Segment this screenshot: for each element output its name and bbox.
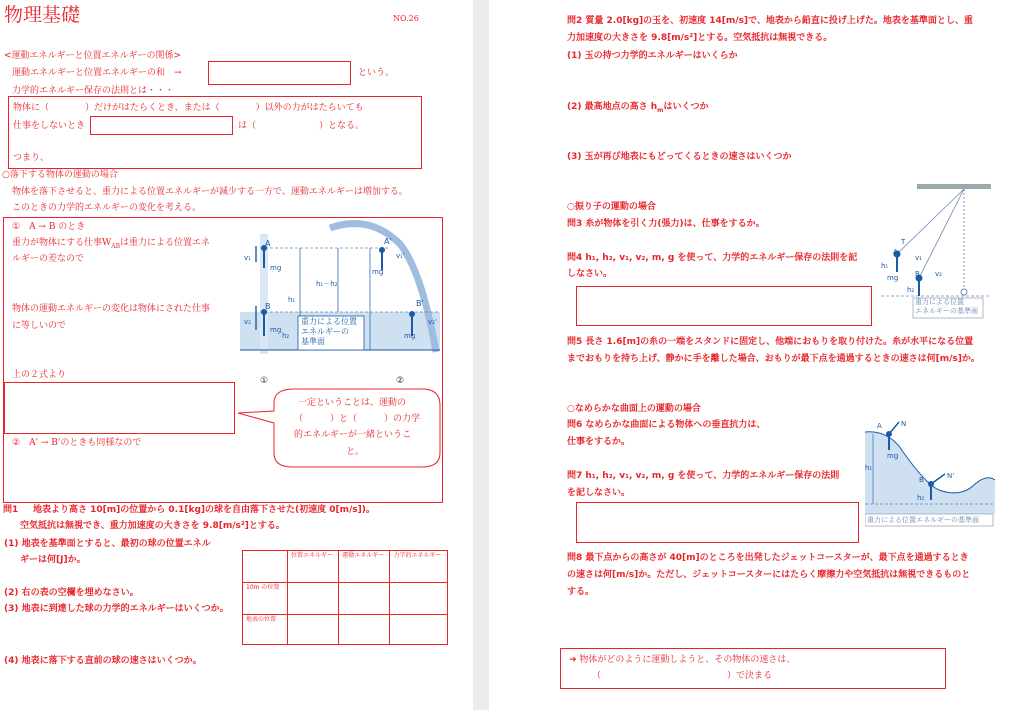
fig-ref3: 基準面 <box>301 337 325 346</box>
q6-line1: 問6 なめらかな曲面による物体への垂直抗力は、 <box>567 420 766 430</box>
fig-label-mg2: mg <box>270 326 282 334</box>
q4-line1: 問4 h₁, h₂, v₁, v₂, m, g を使って、力学的エネルギー保存の法則を記 <box>567 253 858 263</box>
q5-line1: 問5 長さ 1.6[m]の糸の一端をスタンドに固定し、他端におもりを取り付けた。糸が水平になる位置 <box>567 337 974 347</box>
pend-label-v1: v₁ <box>915 254 922 262</box>
ab2-label: ② A' → B'のときも同様なので <box>12 438 142 448</box>
pend-label-a: A <box>893 248 898 256</box>
q6-line2: 仕事をするか。 <box>567 437 631 447</box>
q8-line1: 問8 最下点からの高さが 40[m]のところを出発したジェットコースターが、最下点を通過するとき <box>567 553 969 563</box>
q1-3: (3) 地表に到達した球の力学的エネルギーはいくつか。 <box>4 604 229 614</box>
fig-label-v2p: v₂' <box>428 318 437 326</box>
table-cell[interactable] <box>288 615 339 645</box>
pend-label-h2: h₂ <box>907 286 915 294</box>
summary-line2: （ ）で決まる <box>592 671 773 681</box>
table-corner <box>243 551 288 583</box>
page-number: NO.26 <box>393 14 419 23</box>
q7-line2: を記しなさい。 <box>567 488 631 498</box>
law-line2-prefix: 仕事をしないとき <box>13 121 86 131</box>
ke-text2: に等しいので <box>12 321 67 331</box>
fig-ref1: 重力による位置 <box>301 317 357 326</box>
section-heading: <運動エネルギーと位置エネルギーの関係> <box>4 51 182 61</box>
sum-label: 運動エネルギーと位置エネルギーの和 → <box>12 68 182 78</box>
fig-ref2: エネルギーの <box>301 327 349 336</box>
fig-label-mg1: mg <box>270 264 282 272</box>
fig-label-mg4: mg <box>404 332 416 340</box>
curve-heading: ○なめらかな曲面上の運動の場合 <box>567 404 701 414</box>
fig-label-h2: h₂ <box>282 332 290 340</box>
curve-label-b: B <box>919 476 924 484</box>
fig-label-b2: B' <box>416 299 424 308</box>
table-head-kinetic: 運動エネルギー <box>339 551 390 583</box>
table-cell[interactable] <box>390 615 448 645</box>
table-cell[interactable] <box>390 583 448 615</box>
curve-label-n2: N' <box>947 472 955 480</box>
q5-line2: までおもりを持ち上げ、静かに手を離した場合、おもりが最下点を通過するときの速さは何[m/s]か。 <box>567 354 980 364</box>
fig-label-v2: v₂ <box>244 318 251 326</box>
curved-surface-figure <box>865 414 995 530</box>
curve-label-h1: h₁ <box>865 464 873 472</box>
ke-text1: 物体の運動エネルギーの変化は物体にされた仕事 <box>12 304 211 314</box>
page-title: 物理基礎 <box>4 4 81 26</box>
bubble-line1: 一定ということは、運動の <box>298 398 407 408</box>
answer-box-q4[interactable] <box>576 286 872 326</box>
q1-1a: (1) 地表を基準面とすると、最初の球の位置エネル <box>4 539 211 549</box>
q1-label: 問1 <box>3 505 19 515</box>
table-head-mechanical: 力学的エネルギー <box>390 551 448 583</box>
table-cell[interactable] <box>288 583 339 615</box>
law-line4: つまり、 <box>13 153 50 163</box>
fig-label-h1: h₁ <box>288 296 296 304</box>
q1-line2: 空気抵抗は無視でき、重力加速度の大きさを 9.8[m/s²]とする。 <box>20 521 285 531</box>
answer-box-q7[interactable] <box>576 502 859 543</box>
bubble-line2: （ ）と（ ）の力学 <box>294 414 421 424</box>
q1-line1: 地表より高さ 10[m]の位置から 0.1[kg]の球を自由落下させた(初速度 0[m/s])。 <box>33 505 375 515</box>
two-equations: 上の２式より <box>12 370 67 380</box>
fig-label-h1-h2: h₁－h₂ <box>316 280 338 288</box>
curve-label-a: A <box>877 422 882 430</box>
pend-label-b: B <box>915 270 920 278</box>
left-page <box>0 0 473 710</box>
q2-line2: 力加速度の大きさを 9.8[m/s²]とする。空気抵抗は無視できる。 <box>567 33 833 43</box>
q1-2: (2) 右の表の空欄を埋めなさい。 <box>4 588 139 598</box>
q8-line2: の速さは何[m/s]か。ただし、ジェットコースターにはたらく摩擦力や空気抵抗は無視できるものと <box>567 570 971 580</box>
q2-2: (2) 最高地点の高さ $h_m$はいくつか <box>567 102 709 114</box>
right-page <box>489 0 1015 710</box>
fig-label-v1: v₁ <box>244 254 251 262</box>
table-row-ground: 地表の位置 <box>243 615 288 645</box>
q4-line2: しなさい。 <box>567 269 613 279</box>
q1-4: (4) 地表に落下する直前の球の速さはいくつか。 <box>4 656 202 666</box>
curve-label-mg: mg <box>887 452 899 460</box>
fall-desc2: このときの力学的エネルギーの変化を考える。 <box>12 203 202 213</box>
q1-1b: ギーは何[J]か。 <box>20 555 86 565</box>
table-cell[interactable] <box>339 583 390 615</box>
law-line1: 物体に（ ）だけがはたらくとき、または（ ）以外の力がはたらいても <box>13 103 364 113</box>
fig-label-2: ② <box>396 376 405 386</box>
bubble-line3: 的エネルギーが一緒というこ <box>294 430 412 440</box>
fig-label-a2: A' <box>384 237 392 246</box>
q3: 問3 糸が物体を引く力(張力)は、仕事をするか。 <box>567 219 765 229</box>
pend-ref2: エネルギーの基準面 <box>915 307 978 315</box>
ab-text2: ルギーの差なので <box>12 254 85 264</box>
fig-label-b: B <box>265 302 271 311</box>
table-head-potential: 位置エネルギー <box>288 551 339 583</box>
table-cell[interactable] <box>339 615 390 645</box>
q2-3: (3) 玉が再び地表にもどってくるときの速さはいくつか <box>567 152 792 162</box>
curve-label-n: N <box>901 420 907 428</box>
fig-label-1: ① <box>260 376 269 386</box>
summary-line1: ➔ 物体がどのように運動しようと、その物体の速さは、 <box>569 655 796 665</box>
fall-heading: ○落下する物体の運動の場合 <box>2 170 118 180</box>
pendulum-heading: ○振り子の運動の場合 <box>567 202 656 212</box>
curve-ref: 重力による位置エネルギーの基準面 <box>867 516 979 524</box>
law-question: 力学的エネルギー保存の法則とは・・・ <box>12 86 175 96</box>
fig-label-mg3: mg <box>372 268 384 276</box>
energy-table <box>242 550 448 645</box>
q2-line1: 問2 質量 2.0[kg]の玉を、初速度 14[m/s]で、地表から鉛直に投げ上げた。地表を基準面とし、重 <box>567 16 973 26</box>
fall-desc1: 物体を落下させると、重力による位置エネルギーが減少する一方で、運動エネルギーは増加する。 <box>12 187 408 197</box>
q2-1: (1) 玉の持つ力学的エネルギーはいくらか <box>567 51 738 61</box>
answer-box-law[interactable] <box>90 116 233 135</box>
sum-suffix: という。 <box>358 68 395 78</box>
pend-label-mg: mg <box>887 274 899 282</box>
answer-box-combined[interactable] <box>4 382 235 434</box>
pend-ref1: 重力による位置 <box>915 298 964 306</box>
pend-label-t: T <box>901 238 906 246</box>
pend-label-h1: h₁ <box>881 262 889 270</box>
fig-label-v1p: v₁' <box>396 252 405 260</box>
bubble-line4: と。 <box>346 447 365 457</box>
law-line2-suffix: は（ ）となる。 <box>238 121 365 131</box>
ab-text1: 重力が物体にする仕事$W_{AB}$は重力による位置エネ <box>12 238 211 250</box>
fig-label-a: A <box>265 239 271 248</box>
q8-line3: する。 <box>567 587 595 597</box>
table-row-10m: 10m の位置 <box>243 583 288 615</box>
curve-label-h2: h₂ <box>917 494 925 502</box>
pend-label-v2: v₂ <box>935 270 942 278</box>
answer-box-sum[interactable] <box>208 61 351 85</box>
ab-label: ① A → B のとき <box>12 222 86 232</box>
q7-line1: 問7 h₁, h₂, v₁, v₂, m, g を使って、力学的エネルギー保存の法則 <box>567 471 840 481</box>
